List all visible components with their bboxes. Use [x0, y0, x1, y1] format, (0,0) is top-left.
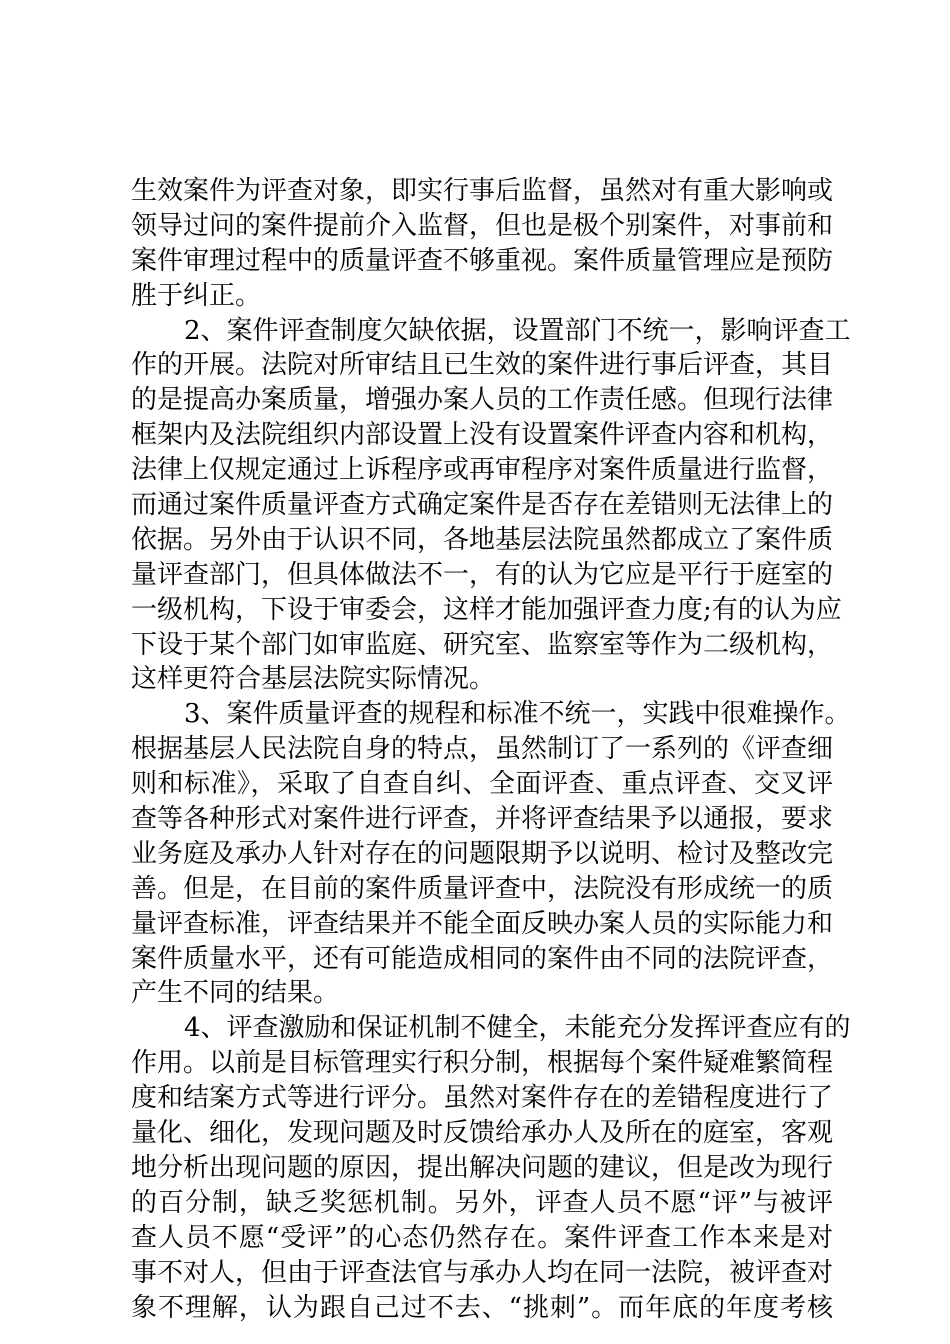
text-line: 事不对人，但由于评查法官与承办人均在同一法院，被评查对	[131, 1257, 834, 1288]
text-line: 善。但是，在目前的案件质量评查中，法院没有形成统一的质	[131, 873, 834, 904]
text-line: 产生不同的结果。	[131, 978, 340, 1009]
paragraph-start-line: 2、案件评查制度欠缺依据，设置部门不统一，影响评查工	[184, 315, 851, 346]
text-line: 象不理解，认为跟自己过不去、“挑刺”。而年底的年度考核	[131, 1292, 833, 1323]
text-line: 下设于某个部门如审监庭、研究室、监察室等作为二级机构，	[131, 629, 834, 660]
text-line: 量化、细化，发现问题及时反馈给承办人及所在的庭室，客观	[131, 1118, 834, 1149]
text-line: 一级机构，下设于审委会，这样才能加强评查力度;有的认为应	[131, 594, 842, 625]
text-line: 这样更符合基层法院实际情况。	[131, 664, 496, 695]
text-line: 的是提高办案质量，增强办案人员的工作责任感。但现行法律	[131, 385, 834, 416]
body-text	[131, 174, 851, 1325]
text-line: 作的开展。法院对所审结且已生效的案件进行事后评查，其目	[131, 350, 834, 381]
text-line: 案件质量水平，还有可能造成相同的案件由不同的法院评查，	[131, 943, 834, 974]
text-line: 依据。另外由于认识不同，各地基层法院虽然都成立了案件质	[131, 524, 834, 555]
text-line: 地分析出现问题的原因，提出解决问题的建议，但是改为现行	[131, 1152, 834, 1183]
text-line: 领导过问的案件提前介入监督，但也是极个别案件，对事前和	[131, 210, 834, 241]
text-line: 胜于纠正。	[131, 280, 262, 311]
paragraph-start-line: 4、评查激励和保证机制不健全，未能充分发挥评查应有的	[184, 1013, 851, 1044]
text-line: 根据基层人民法院自身的特点，虽然制订了一系列的《评查细	[131, 734, 834, 765]
text-line: 查等各种形式对案件进行评查，并将评查结果予以通报，要求	[131, 804, 834, 835]
text-line: 框架内及法院组织内部设置上没有设置案件评查内容和机构，	[131, 420, 834, 451]
text-line: 案件审理过程中的质量评查不够重视。案件质量管理应是预防	[131, 245, 834, 276]
text-line: 的百分制，缺乏奖惩机制。另外，评查人员不愿“评”与被评	[131, 1187, 833, 1218]
text-line: 而通过案件质量评查方式确定案件是否存在差错则无法律上的	[131, 490, 834, 521]
text-line: 度和结案方式等进行评分。虽然对案件存在的差错程度进行了	[131, 1083, 834, 1114]
paragraph-start-line: 3、案件质量评查的规程和标准不统一，实践中很难操作。	[184, 699, 851, 730]
text-line: 查人员不愿“受评”的心态仍然存在。案件评查工作本来是对	[131, 1222, 833, 1253]
text-line: 作用。以前是目标管理实行积分制，根据每个案件疑难繁简程	[131, 1048, 834, 1079]
text-line: 生效案件为评查对象，即实行事后监督，虽然对有重大影响或	[131, 176, 834, 206]
text-line: 则和标准》，采取了自查自纠、全面评查、重点评查、交叉评	[131, 769, 833, 800]
text-line: 量评查标准，评查结果并不能全面反映办案人员的实际能力和	[131, 908, 834, 939]
text-line: 业务庭及承办人针对存在的问题限期予以说明、检讨及整改完	[131, 838, 834, 869]
text-line: 量评查部门，但具体做法不一，有的认为它应是平行于庭室的	[131, 559, 834, 590]
text-line: 法律上仅规定通过上诉程序或再审程序对案件质量进行监督，	[131, 455, 834, 486]
